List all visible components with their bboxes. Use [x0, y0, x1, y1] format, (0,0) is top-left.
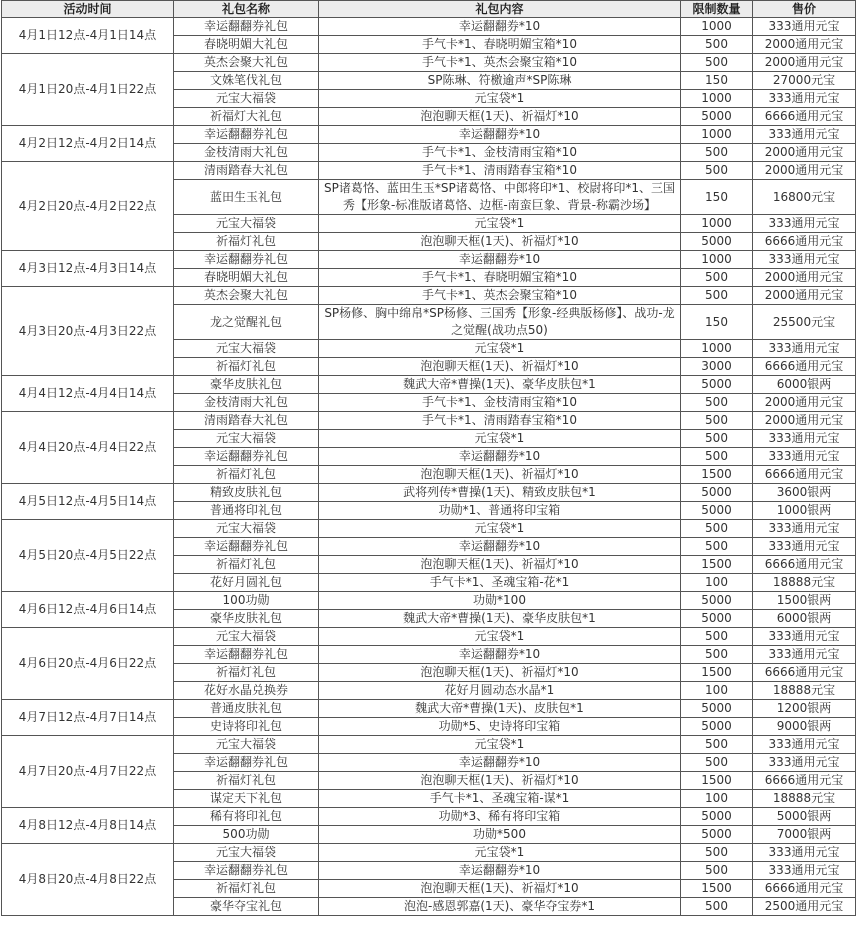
price-cell: 25500元宝 — [753, 305, 856, 340]
limit-quantity-cell: 150 — [681, 72, 753, 90]
pack-content-cell: 功勋*1、普通将印宝箱 — [319, 502, 681, 520]
price-cell: 2000通用元宝 — [753, 54, 856, 72]
pack-content-cell: 泡泡聊天框(1天)、祈福灯*10 — [319, 358, 681, 376]
header-pack-content: 礼包内容 — [319, 1, 681, 18]
pack-content-cell: 手气卡*1、清雨踏春宝箱*10 — [319, 412, 681, 430]
limit-quantity-cell: 500 — [681, 144, 753, 162]
activity-time-cell: 4月5日20点-4月5日22点 — [2, 520, 174, 592]
limit-quantity-cell: 5000 — [681, 502, 753, 520]
limit-quantity-cell: 500 — [681, 448, 753, 466]
pack-name-cell: 幸运翻翻券礼包 — [174, 754, 319, 772]
limit-quantity-cell: 1500 — [681, 664, 753, 682]
table-row — [2, 54, 856, 72]
table-body — [2, 18, 856, 916]
price-cell: 333通用元宝 — [753, 520, 856, 538]
pack-name-cell: 祈福灯礼包 — [174, 466, 319, 484]
price-cell: 333通用元宝 — [753, 538, 856, 556]
pack-name-cell: 祈福灯礼包 — [174, 556, 319, 574]
pack-name-cell: 幸运翻翻券礼包 — [174, 18, 319, 36]
pack-content-cell: 功勋*5、史诗将印宝箱 — [319, 718, 681, 736]
table-row — [2, 287, 856, 305]
table-row — [2, 18, 856, 36]
pack-content-cell: SP诸葛恪、蓝田生玉*SP诸葛恪、中郎将印*1、校尉将印*1、三国秀【形象-标准版诸葛恪、边框-南蛮巨象、背景-称霸沙场】 — [319, 180, 681, 215]
activity-time-cell: 4月6日12点-4月6日14点 — [2, 592, 174, 628]
pack-name-cell: 元宝大福袋 — [174, 430, 319, 448]
pack-content-cell: 泡泡-感恩郭嘉(1天)、豪华夺宝券*1 — [319, 898, 681, 916]
pack-content-cell: 花好月圆动态水晶*1 — [319, 682, 681, 700]
price-cell: 6666通用元宝 — [753, 772, 856, 790]
pack-name-cell: 祈福灯礼包 — [174, 664, 319, 682]
pack-name-cell: 英杰会聚大礼包 — [174, 287, 319, 305]
pack-content-cell: 幸运翻翻券*10 — [319, 126, 681, 144]
pack-content-cell: 幸运翻翻券*10 — [319, 754, 681, 772]
limit-quantity-cell: 500 — [681, 736, 753, 754]
limit-quantity-cell: 500 — [681, 287, 753, 305]
limit-quantity-cell: 500 — [681, 269, 753, 287]
limit-quantity-cell: 100 — [681, 574, 753, 592]
pack-name-cell: 豪华皮肤礼包 — [174, 376, 319, 394]
price-cell: 1200银两 — [753, 700, 856, 718]
pack-name-cell: 清雨踏春大礼包 — [174, 162, 319, 180]
pack-name-cell: 幸运翻翻券礼包 — [174, 251, 319, 269]
pack-name-cell: 清雨踏春大礼包 — [174, 412, 319, 430]
activity-time-cell: 4月5日12点-4月5日14点 — [2, 484, 174, 520]
pack-name-cell: 豪华夺宝礼包 — [174, 898, 319, 916]
limit-quantity-cell: 500 — [681, 520, 753, 538]
limit-quantity-cell: 1500 — [681, 772, 753, 790]
pack-content-cell: 手气卡*1、圣魂宝箱-谋*1 — [319, 790, 681, 808]
pack-content-cell: 魏武大帝*曹操(1天)、皮肤包*1 — [319, 700, 681, 718]
price-cell: 6666通用元宝 — [753, 358, 856, 376]
table-row — [2, 736, 856, 754]
pack-name-cell: 稀有将印礼包 — [174, 808, 319, 826]
price-cell: 3600银两 — [753, 484, 856, 502]
price-cell: 6666通用元宝 — [753, 108, 856, 126]
price-cell: 6666通用元宝 — [753, 466, 856, 484]
pack-name-cell: 花好月圆礼包 — [174, 574, 319, 592]
price-cell: 6666通用元宝 — [753, 880, 856, 898]
price-cell: 2000通用元宝 — [753, 269, 856, 287]
price-cell: 333通用元宝 — [753, 646, 856, 664]
price-cell: 6666通用元宝 — [753, 664, 856, 682]
price-cell: 6000银两 — [753, 610, 856, 628]
limit-quantity-cell: 100 — [681, 790, 753, 808]
price-cell: 9000银两 — [753, 718, 856, 736]
price-cell: 27000元宝 — [753, 72, 856, 90]
limit-quantity-cell: 5000 — [681, 826, 753, 844]
price-cell: 333通用元宝 — [753, 215, 856, 233]
price-cell: 2000通用元宝 — [753, 394, 856, 412]
limit-quantity-cell: 1000 — [681, 215, 753, 233]
price-cell: 333通用元宝 — [753, 430, 856, 448]
limit-quantity-cell: 500 — [681, 394, 753, 412]
limit-quantity-cell: 1000 — [681, 18, 753, 36]
pack-content-cell: 武将列传*曹操(1天)、精致皮肤包*1 — [319, 484, 681, 502]
limit-quantity-cell: 5000 — [681, 700, 753, 718]
price-cell: 7000银两 — [753, 826, 856, 844]
limit-quantity-cell: 500 — [681, 754, 753, 772]
limit-quantity-cell: 5000 — [681, 108, 753, 126]
limit-quantity-cell: 500 — [681, 54, 753, 72]
price-cell: 6666通用元宝 — [753, 556, 856, 574]
limit-quantity-cell: 5000 — [681, 484, 753, 502]
price-cell: 2000通用元宝 — [753, 144, 856, 162]
table-row — [2, 844, 856, 862]
pack-name-cell: 元宝大福袋 — [174, 520, 319, 538]
pack-content-cell: 功勋*3、稀有将印宝箱 — [319, 808, 681, 826]
table-row — [2, 520, 856, 538]
limit-quantity-cell: 5000 — [681, 233, 753, 251]
activity-time-cell: 4月4日12点-4月4日14点 — [2, 376, 174, 412]
limit-quantity-cell: 1000 — [681, 340, 753, 358]
pack-name-cell: 金枝清雨大礼包 — [174, 394, 319, 412]
pack-name-cell: 元宝大福袋 — [174, 340, 319, 358]
price-cell: 2000通用元宝 — [753, 287, 856, 305]
pack-name-cell: 文姝笔伐礼包 — [174, 72, 319, 90]
pack-content-cell: 元宝袋*1 — [319, 520, 681, 538]
pack-name-cell: 精致皮肤礼包 — [174, 484, 319, 502]
pack-content-cell: 泡泡聊天框(1天)、祈福灯*10 — [319, 556, 681, 574]
price-cell: 333通用元宝 — [753, 126, 856, 144]
pack-name-cell: 幸运翻翻券礼包 — [174, 448, 319, 466]
pack-content-cell: 手气卡*1、圣魂宝箱-花*1 — [319, 574, 681, 592]
pack-name-cell: 100功勋 — [174, 592, 319, 610]
table-row — [2, 700, 856, 718]
limit-quantity-cell: 500 — [681, 36, 753, 54]
limit-quantity-cell: 150 — [681, 180, 753, 215]
pack-content-cell: 元宝袋*1 — [319, 215, 681, 233]
price-cell: 2000通用元宝 — [753, 36, 856, 54]
activity-time-cell: 4月8日20点-4月8日22点 — [2, 844, 174, 916]
price-cell: 333通用元宝 — [753, 251, 856, 269]
pack-content-cell: 幸运翻翻券*10 — [319, 448, 681, 466]
header-row — [2, 1, 856, 18]
pack-name-cell: 元宝大福袋 — [174, 736, 319, 754]
limit-quantity-cell: 1500 — [681, 466, 753, 484]
limit-quantity-cell: 1000 — [681, 126, 753, 144]
price-cell: 333通用元宝 — [753, 844, 856, 862]
pack-name-cell: 元宝大福袋 — [174, 90, 319, 108]
price-cell: 18888元宝 — [753, 790, 856, 808]
limit-quantity-cell: 500 — [681, 898, 753, 916]
pack-name-cell: 普通将印礼包 — [174, 502, 319, 520]
price-cell: 1500银两 — [753, 592, 856, 610]
price-cell: 333通用元宝 — [753, 18, 856, 36]
table-row — [2, 376, 856, 394]
pack-content-cell: 元宝袋*1 — [319, 844, 681, 862]
limit-quantity-cell: 500 — [681, 538, 753, 556]
pack-content-cell: 幸运翻翻券*10 — [319, 538, 681, 556]
pack-content-cell: 元宝袋*1 — [319, 430, 681, 448]
pack-name-cell: 普通皮肤礼包 — [174, 700, 319, 718]
limit-quantity-cell: 5000 — [681, 808, 753, 826]
pack-content-cell: 幸运翻翻券*10 — [319, 646, 681, 664]
pack-content-cell: 手气卡*1、金枝清雨宝箱*10 — [319, 144, 681, 162]
pack-name-cell: 花好水晶兑换券 — [174, 682, 319, 700]
price-cell: 333通用元宝 — [753, 340, 856, 358]
pack-content-cell: 幸运翻翻券*10 — [319, 862, 681, 880]
price-cell: 333通用元宝 — [753, 448, 856, 466]
price-cell: 5000银两 — [753, 808, 856, 826]
pack-content-cell: 功勋*500 — [319, 826, 681, 844]
activity-time-cell: 4月3日12点-4月3日14点 — [2, 251, 174, 287]
pack-content-cell: 功勋*100 — [319, 592, 681, 610]
pack-name-cell: 祈福灯礼包 — [174, 772, 319, 790]
price-cell: 333通用元宝 — [753, 862, 856, 880]
pack-content-cell: 手气卡*1、春晓明媚宝箱*10 — [319, 269, 681, 287]
pack-name-cell: 史诗将印礼包 — [174, 718, 319, 736]
pack-content-cell: 幸运翻翻券*10 — [319, 18, 681, 36]
pack-content-cell: 泡泡聊天框(1天)、祈福灯*10 — [319, 664, 681, 682]
activity-time-cell: 4月7日12点-4月7日14点 — [2, 700, 174, 736]
pack-content-cell: 泡泡聊天框(1天)、祈福灯*10 — [319, 772, 681, 790]
limit-quantity-cell: 500 — [681, 862, 753, 880]
limit-quantity-cell: 500 — [681, 844, 753, 862]
pack-content-cell: 魏武大帝*曹操(1天)、豪华皮肤包*1 — [319, 610, 681, 628]
limit-quantity-cell: 5000 — [681, 592, 753, 610]
pack-name-cell: 幸运翻翻券礼包 — [174, 126, 319, 144]
pack-content-cell: SP陈琳、符檄逾声*SP陈琳 — [319, 72, 681, 90]
price-cell: 18888元宝 — [753, 682, 856, 700]
pack-name-cell: 500功勋 — [174, 826, 319, 844]
price-cell: 1000银两 — [753, 502, 856, 520]
pack-name-cell: 祈福灯大礼包 — [174, 108, 319, 126]
price-cell: 18888元宝 — [753, 574, 856, 592]
price-cell: 16800元宝 — [753, 180, 856, 215]
table-row — [2, 251, 856, 269]
limit-quantity-cell: 500 — [681, 628, 753, 646]
limit-quantity-cell: 500 — [681, 646, 753, 664]
pack-name-cell: 幸运翻翻券礼包 — [174, 646, 319, 664]
limit-quantity-cell: 3000 — [681, 358, 753, 376]
pack-name-cell: 春晓明媚大礼包 — [174, 36, 319, 54]
pack-name-cell: 元宝大福袋 — [174, 215, 319, 233]
header-price: 售价 — [753, 1, 856, 18]
limit-quantity-cell: 150 — [681, 305, 753, 340]
activity-time-cell: 4月8日12点-4月8日14点 — [2, 808, 174, 844]
limit-quantity-cell: 5000 — [681, 718, 753, 736]
limit-quantity-cell: 1500 — [681, 556, 753, 574]
price-cell: 333通用元宝 — [753, 90, 856, 108]
table-row — [2, 484, 856, 502]
gift-pack-table — [1, 0, 856, 916]
pack-content-cell: 手气卡*1、英杰会聚宝箱*10 — [319, 54, 681, 72]
activity-time-cell: 4月6日20点-4月6日22点 — [2, 628, 174, 700]
header-activity-time: 活动时间 — [2, 1, 174, 18]
limit-quantity-cell: 100 — [681, 682, 753, 700]
header-pack-name: 礼包名称 — [174, 1, 319, 18]
pack-content-cell: 泡泡聊天框(1天)、祈福灯*10 — [319, 466, 681, 484]
pack-name-cell: 祈福灯礼包 — [174, 358, 319, 376]
pack-content-cell: 手气卡*1、金枝清雨宝箱*10 — [319, 394, 681, 412]
price-cell: 2000通用元宝 — [753, 412, 856, 430]
table-row — [2, 628, 856, 646]
pack-content-cell: 手气卡*1、清雨踏春宝箱*10 — [319, 162, 681, 180]
pack-name-cell: 幸运翻翻券礼包 — [174, 538, 319, 556]
price-cell: 2000通用元宝 — [753, 162, 856, 180]
pack-name-cell: 豪华皮肤礼包 — [174, 610, 319, 628]
pack-content-cell: 泡泡聊天框(1天)、祈福灯*10 — [319, 233, 681, 251]
limit-quantity-cell: 1500 — [681, 880, 753, 898]
pack-name-cell: 祈福灯礼包 — [174, 233, 319, 251]
header-limit-quantity: 限制数量 — [681, 1, 753, 18]
pack-name-cell: 蓝田生玉礼包 — [174, 180, 319, 215]
pack-name-cell: 幸运翻翻券礼包 — [174, 862, 319, 880]
table-header — [2, 1, 856, 18]
activity-time-cell: 4月2日20点-4月2日22点 — [2, 162, 174, 251]
activity-time-cell: 4月2日12点-4月2日14点 — [2, 126, 174, 162]
pack-name-cell: 龙之觉醒礼包 — [174, 305, 319, 340]
pack-name-cell: 祈福灯礼包 — [174, 880, 319, 898]
pack-content-cell: 手气卡*1、英杰会聚宝箱*10 — [319, 287, 681, 305]
pack-content-cell: 元宝袋*1 — [319, 628, 681, 646]
pack-content-cell: 魏武大帝*曹操(1天)、豪华皮肤包*1 — [319, 376, 681, 394]
table-row — [2, 808, 856, 826]
table-row — [2, 412, 856, 430]
pack-name-cell: 谋定天下礼包 — [174, 790, 319, 808]
pack-content-cell: 泡泡聊天框(1天)、祈福灯*10 — [319, 108, 681, 126]
price-cell: 6000银两 — [753, 376, 856, 394]
activity-time-cell: 4月4日20点-4月4日22点 — [2, 412, 174, 484]
table-row — [2, 592, 856, 610]
limit-quantity-cell: 500 — [681, 430, 753, 448]
limit-quantity-cell: 5000 — [681, 610, 753, 628]
pack-name-cell: 春晓明媚大礼包 — [174, 269, 319, 287]
pack-content-cell: 手气卡*1、春晓明媚宝箱*10 — [319, 36, 681, 54]
activity-time-cell: 4月1日12点-4月1日14点 — [2, 18, 174, 54]
activity-time-cell: 4月7日20点-4月7日22点 — [2, 736, 174, 808]
pack-content-cell: 元宝袋*1 — [319, 90, 681, 108]
price-cell: 333通用元宝 — [753, 736, 856, 754]
pack-content-cell: 泡泡聊天框(1天)、祈福灯*10 — [319, 880, 681, 898]
pack-content-cell: SP杨修、胸中绵帛*SP杨修、三国秀【形象-经典版杨修】、战功-龙之觉醒(战功点50) — [319, 305, 681, 340]
limit-quantity-cell: 500 — [681, 412, 753, 430]
table-row — [2, 162, 856, 180]
table-row — [2, 126, 856, 144]
pack-name-cell: 元宝大福袋 — [174, 628, 319, 646]
pack-name-cell: 金枝清雨大礼包 — [174, 144, 319, 162]
pack-content-cell: 元宝袋*1 — [319, 340, 681, 358]
price-cell: 6666通用元宝 — [753, 233, 856, 251]
limit-quantity-cell: 1000 — [681, 90, 753, 108]
activity-time-cell: 4月1日20点-4月1日22点 — [2, 54, 174, 126]
pack-content-cell: 元宝袋*1 — [319, 736, 681, 754]
pack-content-cell: 幸运翻翻券*10 — [319, 251, 681, 269]
price-cell: 333通用元宝 — [753, 628, 856, 646]
limit-quantity-cell: 500 — [681, 162, 753, 180]
limit-quantity-cell: 1000 — [681, 251, 753, 269]
price-cell: 2500通用元宝 — [753, 898, 856, 916]
price-cell: 333通用元宝 — [753, 754, 856, 772]
limit-quantity-cell: 5000 — [681, 376, 753, 394]
activity-time-cell: 4月3日20点-4月3日22点 — [2, 287, 174, 376]
pack-name-cell: 英杰会聚大礼包 — [174, 54, 319, 72]
pack-name-cell: 元宝大福袋 — [174, 844, 319, 862]
